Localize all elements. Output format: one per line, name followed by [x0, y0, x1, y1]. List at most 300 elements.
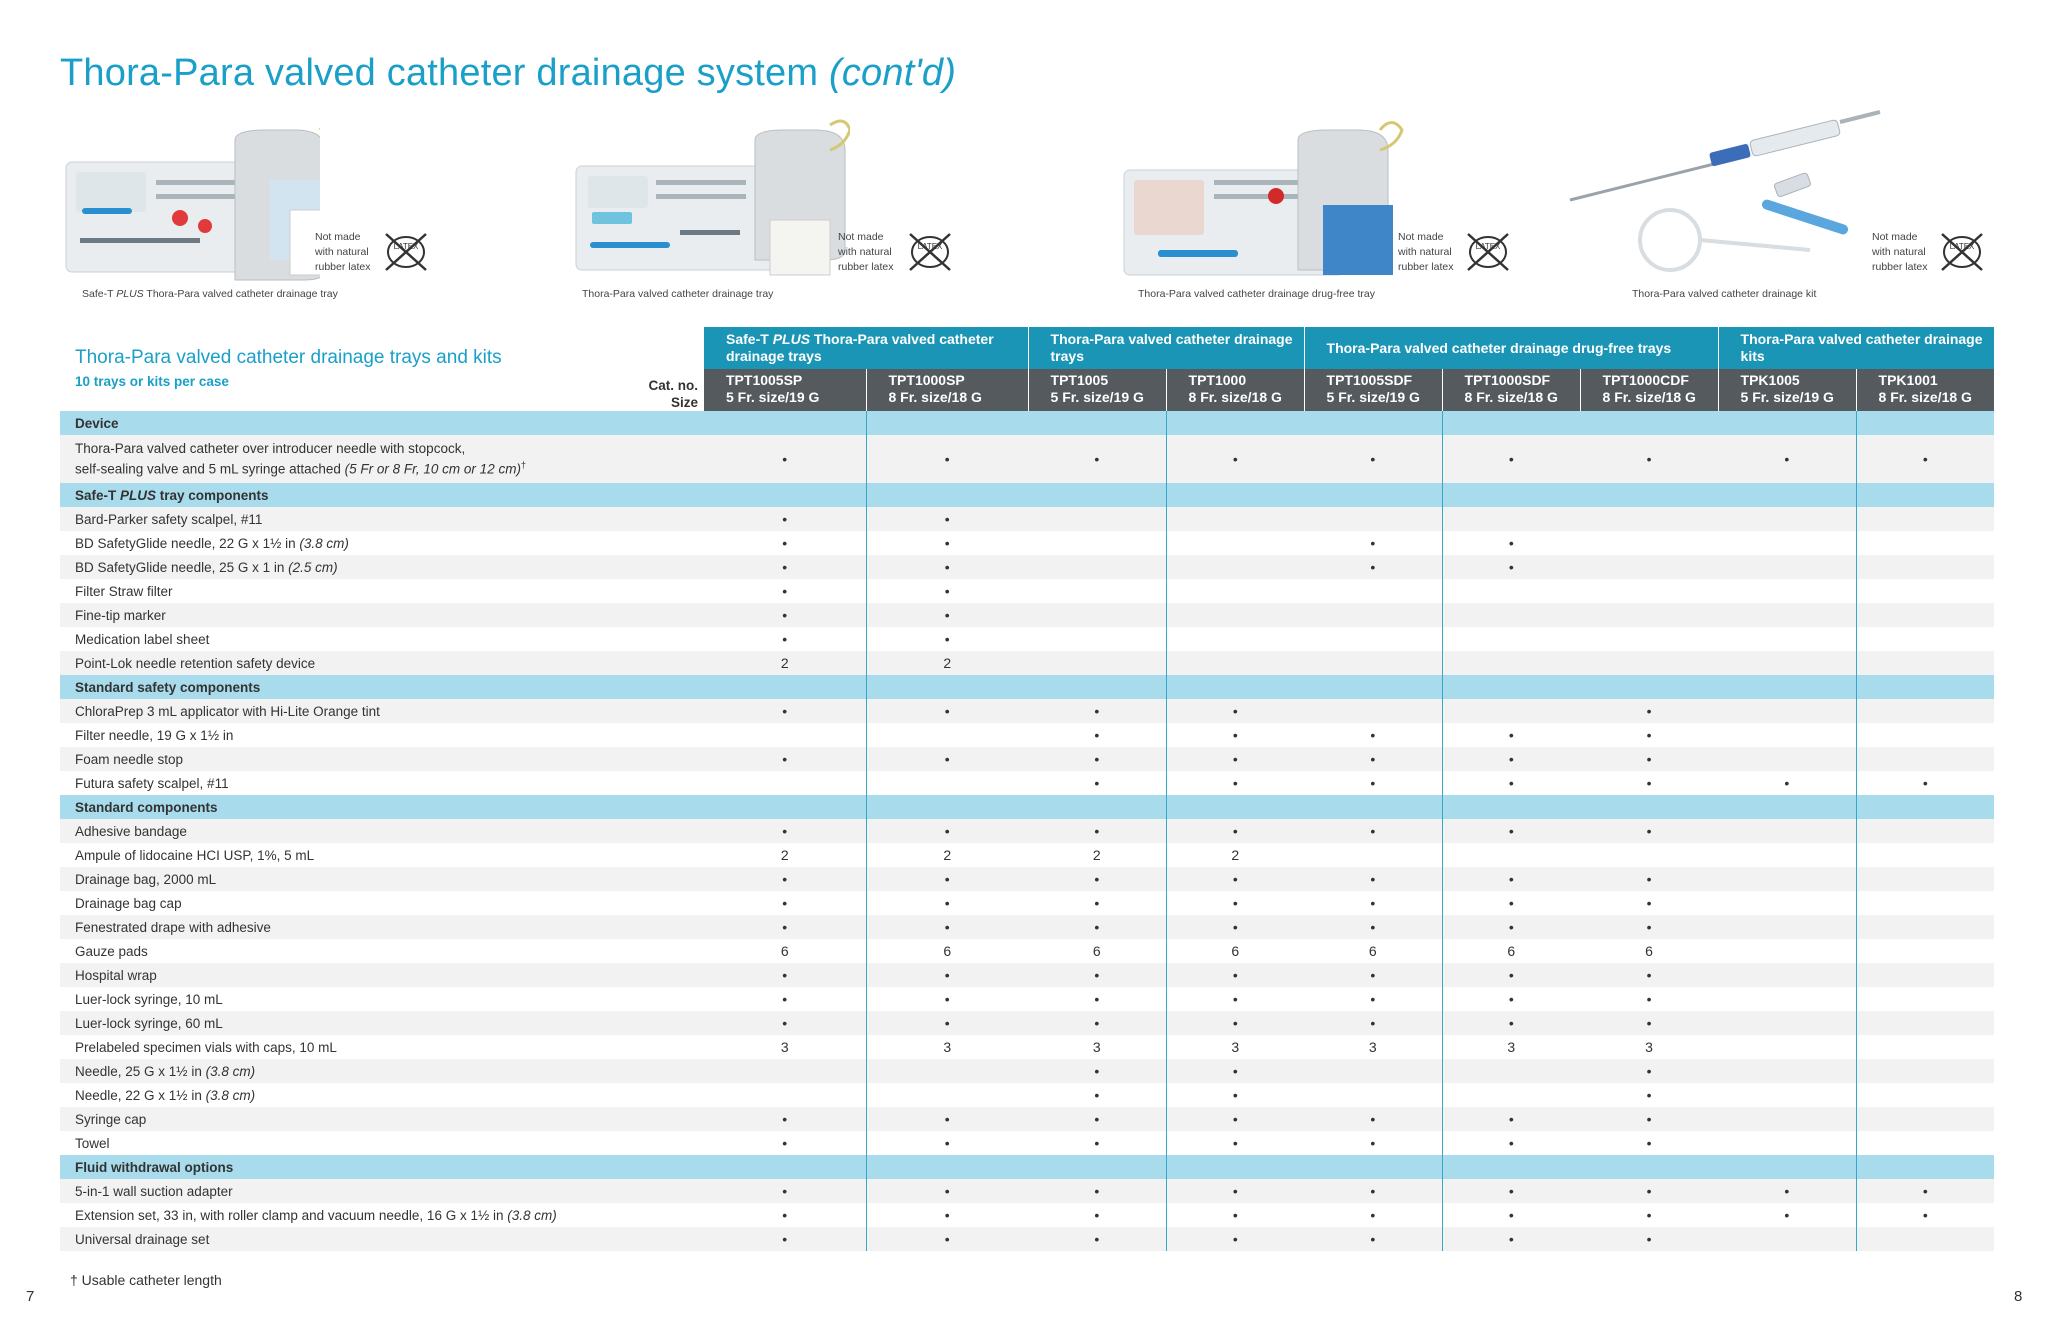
value-cell [1718, 1083, 1856, 1107]
value-cell [1856, 627, 1994, 651]
value-cell: • [704, 987, 866, 1011]
table-row [60, 435, 1994, 483]
value-cell: • [704, 747, 866, 771]
value-cell: • [1304, 819, 1442, 843]
section-band-cell [1580, 1155, 1718, 1179]
value-cell: 6 [1028, 939, 1166, 963]
component-label: Gauze pads [60, 939, 704, 963]
latex-free-note: Not made with natural rubber latex [1872, 231, 1928, 273]
component-label: Extension set, 33 in, with roller clamp and vacuum needle, 16 G x 1½ in (3.8 cm) [60, 1203, 704, 1227]
group-header-safe-t-plus: Safe-T PLUS Thora-Para valved catheter drainage trays [704, 327, 1028, 369]
section-band-cell [1442, 483, 1580, 507]
value-cell [1304, 699, 1442, 723]
table-row [60, 531, 1994, 555]
table-row [60, 915, 1994, 939]
table-row [60, 1083, 1994, 1107]
value-cell [1856, 555, 1994, 579]
value-cell: 6 [1304, 939, 1442, 963]
section-band-cell [1166, 1155, 1304, 1179]
value-cell: • [704, 531, 866, 555]
value-cell [1718, 1131, 1856, 1155]
value-cell: • [704, 963, 866, 987]
latex-free-icon [382, 230, 430, 274]
section-band-cell [1442, 795, 1580, 819]
value-cell: • [1304, 555, 1442, 579]
section-band-cell [1304, 1155, 1442, 1179]
component-label: Fenestrated drape with adhesive [60, 915, 704, 939]
section-title: Standard components [60, 795, 704, 819]
value-cell [1856, 843, 1994, 867]
value-cell: • [1304, 891, 1442, 915]
page-number-right: 8 [2014, 1288, 2023, 1305]
section-band-cell [866, 675, 1028, 699]
value-cell: • [1166, 1107, 1304, 1131]
value-cell [1856, 1131, 1994, 1155]
value-cell: • [866, 1107, 1028, 1131]
section-title: Device [60, 411, 704, 435]
value-cell [1718, 1059, 1856, 1083]
value-cell [1442, 1059, 1580, 1083]
value-cell [1304, 603, 1442, 627]
table-row [60, 867, 1994, 891]
value-cell: • [704, 555, 866, 579]
value-cell: • [704, 579, 866, 603]
value-cell: • [1580, 771, 1718, 795]
value-cell: • [1580, 435, 1718, 483]
svg-text:LATEX: LATEX [393, 242, 419, 251]
value-cell: • [866, 699, 1028, 723]
table-row [60, 1035, 1994, 1059]
value-cell: 3 [1442, 1035, 1580, 1059]
value-cell: • [1442, 531, 1580, 555]
component-label: Futura safety scalpel, #11 [60, 771, 704, 795]
value-cell: • [1718, 1179, 1856, 1203]
section-band-cell [1304, 411, 1442, 435]
value-cell [1304, 507, 1442, 531]
value-cell: • [1442, 435, 1580, 483]
value-cell: 6 [1166, 939, 1304, 963]
section-header [60, 483, 1994, 507]
component-label: Filter needle, 19 G x 1½ in [60, 723, 704, 747]
component-label: Fine-tip marker [60, 603, 704, 627]
component-label: BD SafetyGlide needle, 22 G x 1½ in (3.8 cm) [60, 531, 704, 555]
value-cell: • [1856, 771, 1994, 795]
value-cell: • [1442, 1107, 1580, 1131]
latex-free-icon [906, 230, 954, 274]
value-cell: • [1304, 1131, 1442, 1155]
product-image-tray [570, 110, 990, 310]
value-cell: • [1718, 771, 1856, 795]
value-cell: • [1028, 1059, 1166, 1083]
value-cell [1028, 507, 1166, 531]
value-cell: • [866, 507, 1028, 531]
value-cell [866, 1083, 1028, 1107]
value-cell [1856, 915, 1994, 939]
value-cell: • [1580, 1203, 1718, 1227]
table-row [60, 747, 1994, 771]
value-cell [1856, 819, 1994, 843]
section-band-cell [704, 411, 866, 435]
value-cell: • [1166, 1227, 1304, 1251]
table-body [60, 411, 1994, 1251]
component-label: Universal drainage set [60, 1227, 704, 1251]
value-cell: 3 [1304, 1035, 1442, 1059]
table-row [60, 939, 1994, 963]
section-band-cell [1028, 1155, 1166, 1179]
value-cell [1718, 723, 1856, 747]
section-band-cell [1856, 675, 1994, 699]
value-cell: • [866, 603, 1028, 627]
value-cell [1718, 579, 1856, 603]
section-band-cell [1028, 795, 1166, 819]
value-cell: • [1166, 1203, 1304, 1227]
value-cell [1580, 627, 1718, 651]
value-cell: • [866, 987, 1028, 1011]
value-cell [1856, 963, 1994, 987]
value-cell [1856, 1083, 1994, 1107]
table-row [60, 651, 1994, 675]
value-cell: • [866, 531, 1028, 555]
value-cell: • [1166, 723, 1304, 747]
value-cell [1580, 843, 1718, 867]
value-cell: • [1166, 771, 1304, 795]
value-cell [1856, 1059, 1994, 1083]
value-cell [1718, 819, 1856, 843]
table-row [60, 987, 1994, 1011]
value-cell: • [1304, 531, 1442, 555]
value-cell: • [1580, 987, 1718, 1011]
component-label: Adhesive bandage [60, 819, 704, 843]
value-cell: 3 [1166, 1035, 1304, 1059]
value-cell [1442, 579, 1580, 603]
section-band-cell [866, 483, 1028, 507]
svg-text:LATEX: LATEX [1949, 242, 1975, 251]
value-cell: • [1856, 1203, 1994, 1227]
column-header: TPT1000CDF 8 Fr. size/18 G [1580, 369, 1718, 411]
table-row [60, 963, 1994, 987]
value-cell [1718, 603, 1856, 627]
value-cell: • [1304, 915, 1442, 939]
value-cell [1166, 627, 1304, 651]
component-label: Filter Straw filter [60, 579, 704, 603]
section-band-cell [704, 675, 866, 699]
latex-free-icon [1938, 230, 1986, 274]
value-cell: • [1028, 435, 1166, 483]
product-image-kit [1560, 110, 2000, 310]
value-cell [1718, 507, 1856, 531]
value-cell [1856, 699, 1994, 723]
value-cell: • [1028, 987, 1166, 1011]
tray-illustration-icon [1118, 110, 1408, 290]
section-band-cell [1856, 411, 1994, 435]
column-header: TPT1000 8 Fr. size/18 G [1166, 369, 1304, 411]
value-cell: • [1580, 747, 1718, 771]
product-image-safe-t-plus-tray [60, 110, 460, 310]
value-cell [1856, 1011, 1994, 1035]
value-cell: 2 [866, 843, 1028, 867]
value-cell: • [704, 1179, 866, 1203]
value-cell: • [1442, 1203, 1580, 1227]
value-cell: • [1166, 1083, 1304, 1107]
value-cell: • [866, 435, 1028, 483]
value-cell: • [704, 1203, 866, 1227]
value-cell [1580, 507, 1718, 531]
value-cell [1166, 579, 1304, 603]
table-row [60, 843, 1994, 867]
value-cell: • [1304, 723, 1442, 747]
section-band-cell [1718, 795, 1856, 819]
value-cell: • [704, 603, 866, 627]
value-cell: • [1166, 1059, 1304, 1083]
value-cell: • [866, 1179, 1028, 1203]
value-cell: • [1304, 1203, 1442, 1227]
value-cell [1166, 555, 1304, 579]
value-cell: • [704, 627, 866, 651]
value-cell [1718, 987, 1856, 1011]
value-cell: • [704, 1131, 866, 1155]
value-cell [1718, 939, 1856, 963]
per-case-cell [60, 369, 704, 411]
section-title: Safe-T PLUS tray components [60, 483, 704, 507]
value-cell [1856, 891, 1994, 915]
value-cell: 3 [1580, 1035, 1718, 1059]
value-cell: • [1166, 963, 1304, 987]
value-cell: • [1718, 435, 1856, 483]
group-header-trays: Thora-Para valved catheter drainage trays [1028, 327, 1304, 369]
value-cell: • [1442, 1227, 1580, 1251]
value-cell [1856, 579, 1994, 603]
value-cell: • [1304, 1107, 1442, 1131]
component-label: Medication label sheet [60, 627, 704, 651]
value-cell [1718, 1107, 1856, 1131]
table-row [60, 699, 1994, 723]
value-cell: • [1580, 1107, 1718, 1131]
value-cell: • [704, 1107, 866, 1131]
value-cell [1442, 627, 1580, 651]
value-cell: • [1580, 1083, 1718, 1107]
value-cell: • [1166, 819, 1304, 843]
value-cell [1718, 555, 1856, 579]
value-cell [1166, 507, 1304, 531]
column-header: TPT1000SP 8 Fr. size/18 G [866, 369, 1028, 411]
value-cell [1856, 651, 1994, 675]
value-cell: • [1580, 1227, 1718, 1251]
value-cell [866, 1059, 1028, 1083]
value-cell [1304, 1059, 1442, 1083]
value-cell [1580, 651, 1718, 675]
section-band-cell [1718, 483, 1856, 507]
value-cell: • [704, 915, 866, 939]
value-cell [1718, 1011, 1856, 1035]
value-cell [1166, 531, 1304, 555]
value-cell: • [866, 867, 1028, 891]
section-band-cell [1442, 675, 1580, 699]
table-row [60, 723, 1994, 747]
value-cell [1856, 987, 1994, 1011]
value-cell: • [704, 507, 866, 531]
column-header: TPT1000SDF 8 Fr. size/18 G [1442, 369, 1580, 411]
value-cell: • [1028, 771, 1166, 795]
value-cell: • [1580, 1131, 1718, 1155]
component-label: Hospital wrap [60, 963, 704, 987]
value-cell: • [866, 963, 1028, 987]
value-cell [1856, 1227, 1994, 1251]
value-cell: • [1856, 1179, 1994, 1203]
value-cell: • [1028, 723, 1166, 747]
section-band-cell [1856, 483, 1994, 507]
value-cell [1718, 699, 1856, 723]
value-cell: • [1166, 987, 1304, 1011]
value-cell: 6 [1442, 939, 1580, 963]
value-cell: • [1028, 891, 1166, 915]
value-cell: • [1028, 915, 1166, 939]
section-band-cell [1580, 483, 1718, 507]
value-cell: • [1028, 963, 1166, 987]
value-cell: • [704, 867, 866, 891]
value-cell [1304, 627, 1442, 651]
section-band-cell [1580, 675, 1718, 699]
value-cell: • [704, 435, 866, 483]
section-band-cell [1580, 411, 1718, 435]
latex-free-note: Not made with natural rubber latex [1398, 231, 1454, 273]
value-cell [1304, 651, 1442, 675]
value-cell: • [1166, 1179, 1304, 1203]
value-cell [1718, 627, 1856, 651]
value-cell [866, 723, 1028, 747]
value-cell: • [1442, 963, 1580, 987]
table-row [60, 555, 1994, 579]
component-label: Drainage bag, 2000 mL [60, 867, 704, 891]
value-cell [1856, 939, 1994, 963]
table-row [60, 819, 1994, 843]
value-cell [704, 1083, 866, 1107]
table-row [60, 627, 1994, 651]
value-cell [1580, 531, 1718, 555]
value-cell: • [1028, 1107, 1166, 1131]
value-cell [1718, 867, 1856, 891]
value-cell: • [1304, 1227, 1442, 1251]
component-label: ChloraPrep 3 mL applicator with Hi-Lite Orange tint [60, 699, 704, 723]
value-cell: • [1718, 1203, 1856, 1227]
table-row [60, 1203, 1994, 1227]
value-cell: • [1304, 747, 1442, 771]
value-cell: 3 [1028, 1035, 1166, 1059]
table-row [60, 1179, 1994, 1203]
table-row [60, 1059, 1994, 1083]
value-cell [1580, 579, 1718, 603]
group-header-kits: Thora-Para valved catheter drainage kits [1718, 327, 1994, 369]
value-cell: • [1442, 867, 1580, 891]
value-cell [1028, 555, 1166, 579]
value-cell: 2 [1166, 843, 1304, 867]
value-cell: • [1442, 915, 1580, 939]
value-cell: • [1442, 1011, 1580, 1035]
value-cell: 3 [704, 1035, 866, 1059]
value-cell: • [866, 747, 1028, 771]
value-cell [1580, 603, 1718, 627]
value-cell: • [1580, 723, 1718, 747]
value-cell: • [1580, 1011, 1718, 1035]
value-cell: 2 [704, 651, 866, 675]
component-label: Foam needle stop [60, 747, 704, 771]
table-row [60, 507, 1994, 531]
section-band-cell [1028, 411, 1166, 435]
value-cell: • [1580, 915, 1718, 939]
component-label: BD SafetyGlide needle, 25 G x 1 in (2.5 cm) [60, 555, 704, 579]
section-band-cell [1718, 411, 1856, 435]
latex-free-note: Not made with natural rubber latex [838, 231, 894, 273]
value-cell: • [1166, 891, 1304, 915]
section-title: Fluid withdrawal options [60, 1155, 704, 1179]
value-cell: • [1304, 771, 1442, 795]
value-cell [1718, 843, 1856, 867]
value-cell: • [1580, 963, 1718, 987]
value-cell: • [1304, 1011, 1442, 1035]
value-cell [704, 1059, 866, 1083]
section-band-cell [1304, 483, 1442, 507]
value-cell: • [1028, 867, 1166, 891]
component-label: Thora-Para valved catheter over introducer needle with stopcock, self-sealing valve and 5 mL syringe attached (5 Fr or 8 Fr, 10 cm or 12 cm)† [60, 435, 704, 483]
value-cell: • [866, 819, 1028, 843]
value-cell [1718, 915, 1856, 939]
section-band-cell [1856, 1155, 1994, 1179]
value-cell [1718, 531, 1856, 555]
svg-text:LATEX: LATEX [917, 242, 943, 251]
component-label: Ampule of lidocaine HCI USP, 1%, 5 mL [60, 843, 704, 867]
table-row [60, 579, 1994, 603]
component-label: Point-Lok needle retention safety device [60, 651, 704, 675]
section-header [60, 1155, 1994, 1179]
value-cell [1856, 1107, 1994, 1131]
product-caption: Safe-T PLUS Thora-Para valved catheter drainage tray [82, 288, 338, 300]
column-header: TPT1005 5 Fr. size/19 G [1028, 369, 1166, 411]
product-caption: Thora-Para valved catheter drainage kit [1632, 288, 1817, 300]
column-header: TPT1005SP 5 Fr. size/19 G [704, 369, 866, 411]
value-cell [704, 723, 866, 747]
value-cell: • [1442, 987, 1580, 1011]
value-cell [1028, 579, 1166, 603]
section-band-cell [1166, 411, 1304, 435]
value-cell: 2 [866, 651, 1028, 675]
section-band-cell [1166, 795, 1304, 819]
value-cell [1028, 627, 1166, 651]
value-cell [1856, 867, 1994, 891]
value-cell [1718, 1227, 1856, 1251]
value-cell [1442, 699, 1580, 723]
column-header: TPT1005SDF 5 Fr. size/19 G [1304, 369, 1442, 411]
value-cell [1442, 603, 1580, 627]
section-band-cell [1718, 675, 1856, 699]
component-label: Syringe cap [60, 1107, 704, 1131]
component-label: Prelabeled specimen vials with caps, 10 mL [60, 1035, 704, 1059]
value-cell: • [1304, 987, 1442, 1011]
value-cell: • [704, 699, 866, 723]
section-band-cell [704, 795, 866, 819]
value-cell: • [1856, 435, 1994, 483]
per-case-note: 10 trays or kits per case [75, 374, 229, 389]
cat-size-label: Cat. no. Size [648, 378, 698, 410]
table-row [60, 603, 1994, 627]
value-cell: 3 [866, 1035, 1028, 1059]
value-cell [1856, 747, 1994, 771]
latex-free-note: Not made with natural rubber latex [315, 231, 371, 273]
value-cell: • [1442, 555, 1580, 579]
value-cell: • [1028, 1179, 1166, 1203]
value-cell: • [704, 891, 866, 915]
svg-text:LATEX: LATEX [1475, 242, 1501, 251]
section-header [60, 411, 1994, 435]
value-cell: • [1580, 819, 1718, 843]
